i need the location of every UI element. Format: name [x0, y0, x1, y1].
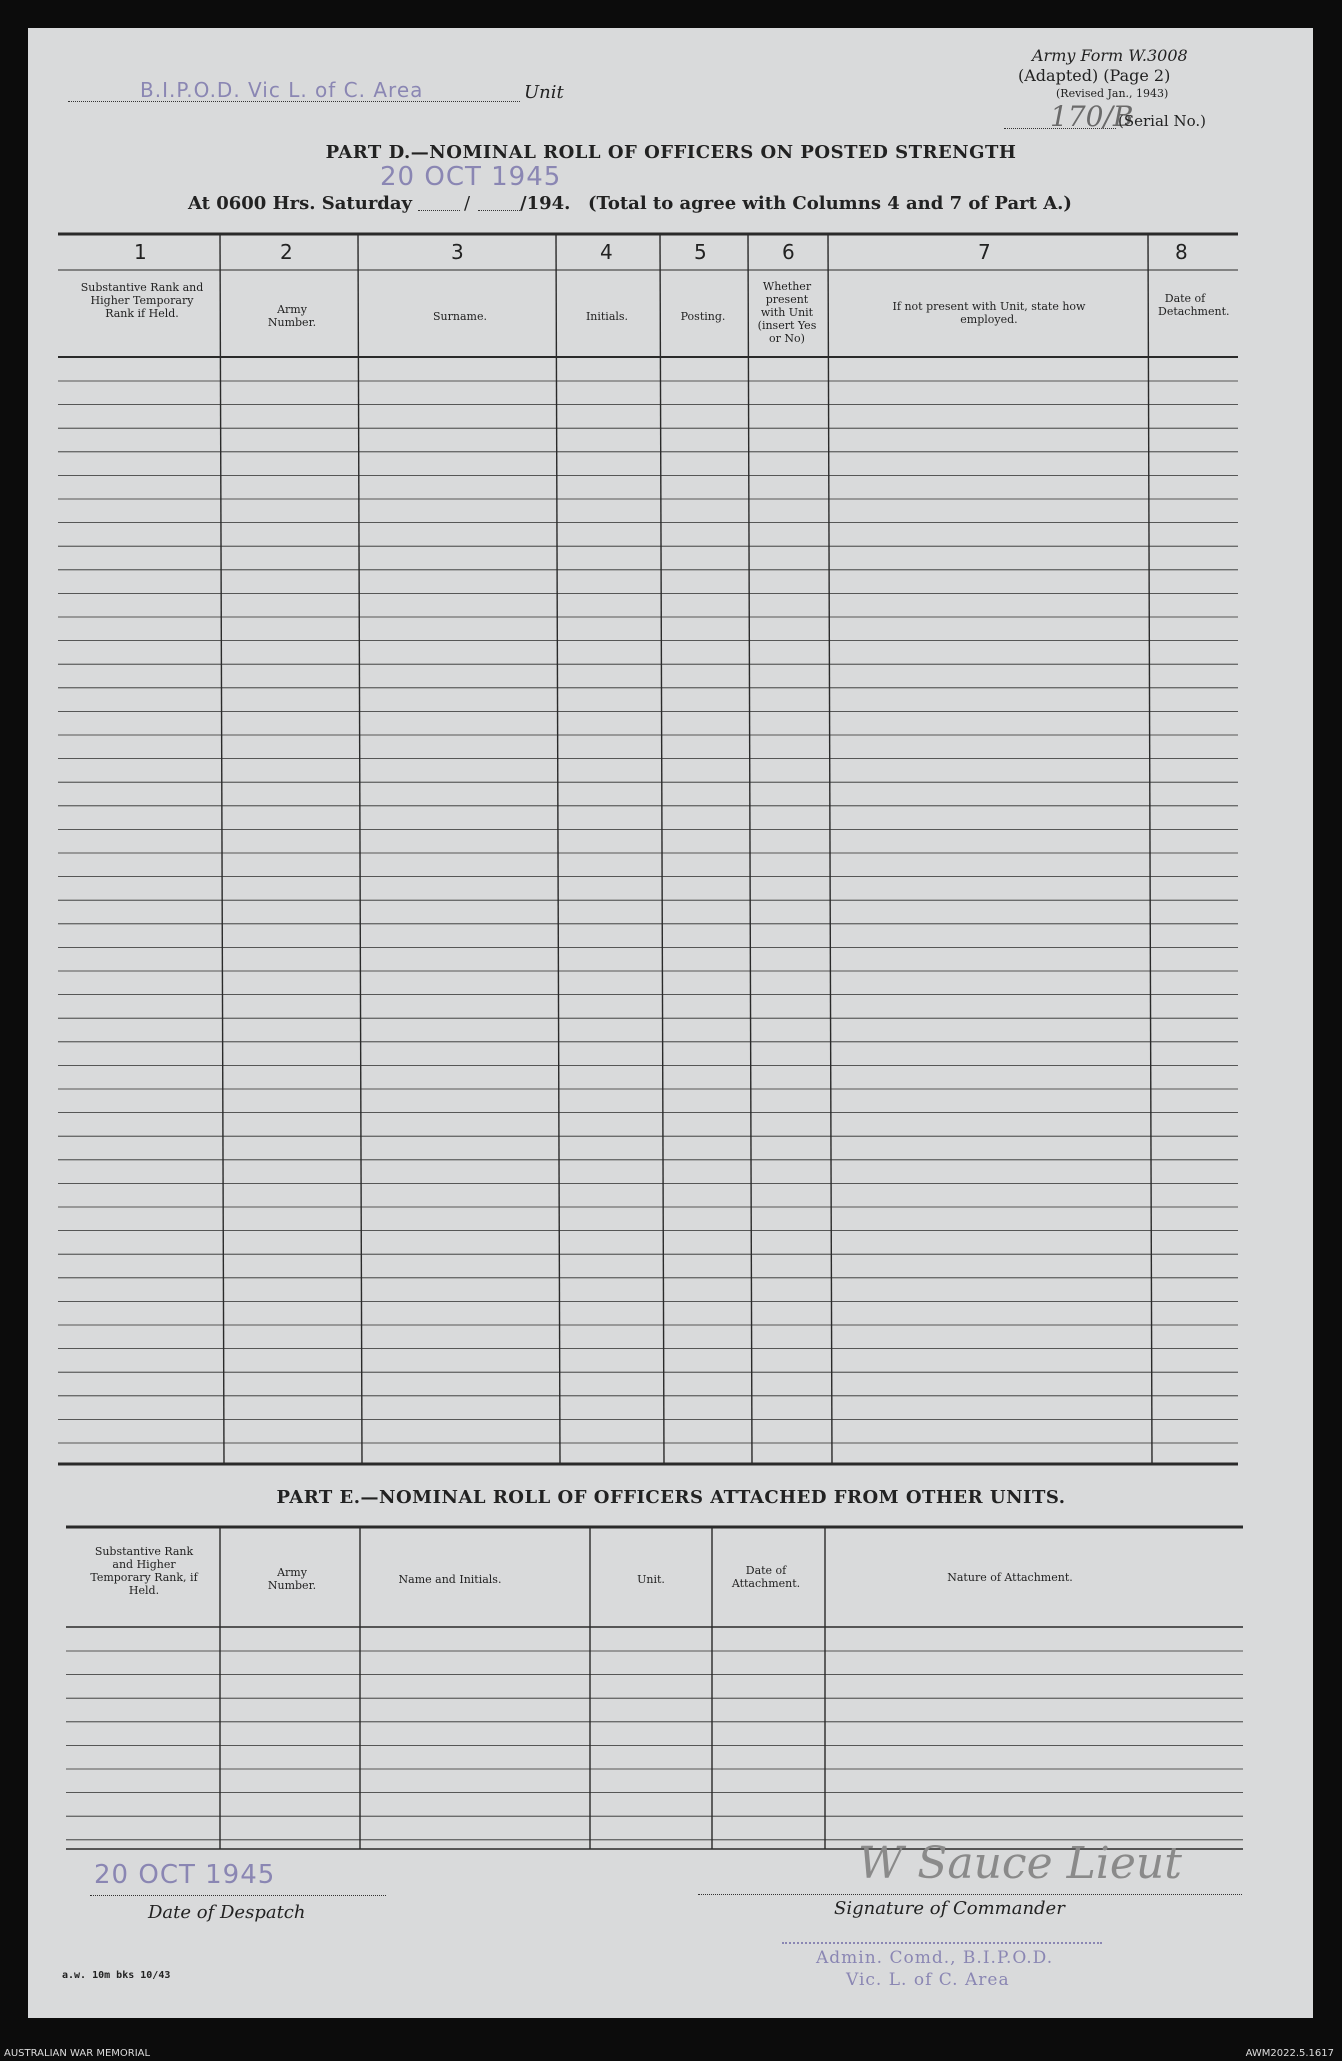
e-header-unit: Unit.: [637, 1573, 665, 1586]
admin-stamp-rule: [782, 1942, 1102, 1944]
col-header-posting: Posting.: [680, 310, 726, 323]
col-num-4: 4: [600, 240, 613, 264]
part-d-date-stamp: 20 OCT 1945: [380, 162, 562, 192]
e-header-nature: Nature of Attachment.: [947, 1571, 1073, 1584]
col-header-rank: Substantive Rank and Higher Temporary Rank if Held.: [80, 281, 204, 320]
col-num-1: 1: [134, 240, 147, 264]
col-num-3: 3: [451, 240, 464, 264]
col-header-initials: Initials.: [585, 310, 629, 323]
e-header-date-attachment: Date of Attachment.: [731, 1564, 801, 1590]
col-num-5: 5: [694, 240, 707, 264]
col-num-7: 7: [978, 240, 991, 264]
e-header-name: Name and Initials.: [398, 1573, 502, 1586]
archive-right: AWM2022.5.1617: [1245, 2048, 1334, 2059]
unit-label: Unit: [524, 82, 564, 103]
col-header-surname: Surname.: [433, 310, 487, 323]
col-header-detachment: Date of Detachment.: [1158, 292, 1230, 318]
col-header-present: Whether present with Unit (insert Yes or No): [757, 280, 817, 345]
admin-stamp-line-2: Vic. L. of C. Area: [846, 1970, 1010, 1990]
col-num-2: 2: [280, 240, 293, 264]
army-form-name: Army Form W.3008: [1032, 46, 1188, 65]
part-d-at-year: /194.: [520, 193, 571, 214]
col-num-6: 6: [782, 240, 795, 264]
despatch-label: Date of Despatch: [148, 1902, 306, 1923]
e-header-rank: Substantive Rank and Higher Temporary Rank, if Held.: [90, 1545, 198, 1597]
col-num-8: 8: [1175, 240, 1188, 264]
serial-label: (Serial No.): [1118, 112, 1206, 130]
part-e-title: PART E.—NOMINAL ROLL OF OFFICERS ATTACHED FROM OTHER UNITS.: [276, 1487, 1066, 1508]
army-form-adapted: (Adapted) (Page 2): [1018, 66, 1171, 85]
col-header-employed: If not present with Unit, state how employed.: [892, 300, 1086, 326]
despatch-date-stamp: 20 OCT 1945: [94, 1860, 276, 1890]
signature-label: Signature of Commander: [834, 1898, 1065, 1919]
part-d-at-prefix: At 0600 Hrs. Saturday: [188, 193, 413, 214]
admin-stamp-line-1: Admin. Comd., B.I.P.O.D.: [816, 1948, 1054, 1968]
e-header-army-number: Army Number.: [267, 1566, 317, 1592]
col-header-army-number: Army Number.: [267, 303, 317, 329]
army-form-revised: (Revised Jan., 1943): [1056, 87, 1169, 100]
print-code: a.w. 10m bks 10/43: [62, 1970, 171, 1981]
signature-line: [698, 1894, 1242, 1895]
unit-stamp: B.I.P.O.D. Vic L. of C. Area: [140, 78, 424, 102]
despatch-line: [90, 1895, 386, 1896]
part-d-at-note: (Total to agree with Columns 4 and 7 of Part A.): [588, 193, 1072, 214]
serial-value: 170/B: [1050, 100, 1134, 133]
signature-handwriting: W Sauce Lieut: [858, 1838, 1182, 1889]
part-d-title: PART D.—NOMINAL ROLL OF OFFICERS ON POSTED STRENGTH: [325, 142, 1017, 163]
archive-left: AUSTRALIAN WAR MEMORIAL: [4, 2048, 151, 2059]
date-slash: /: [464, 193, 471, 214]
